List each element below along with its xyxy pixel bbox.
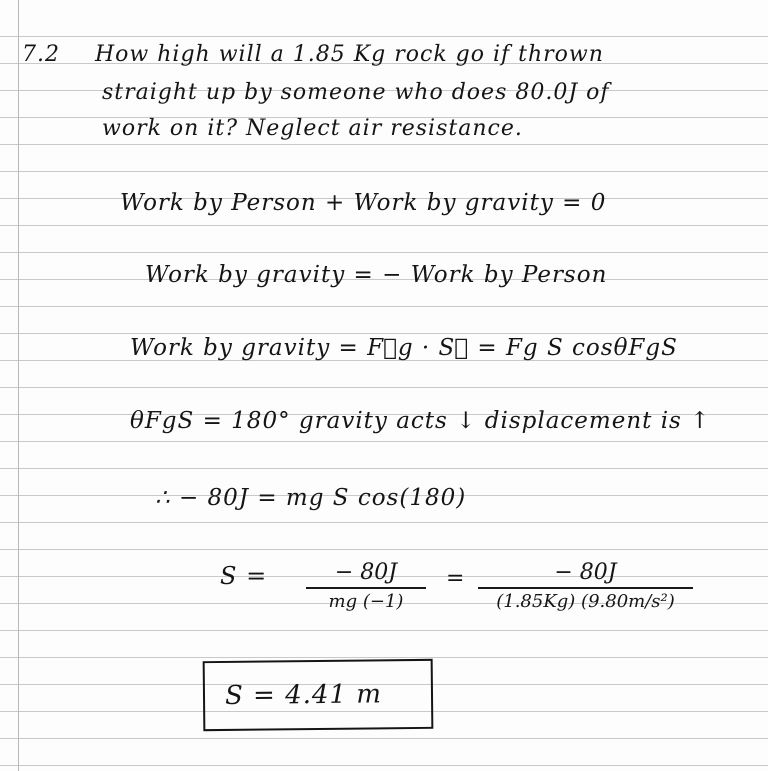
equation-work-gravity: Work by gravity = − Work by Person	[145, 262, 608, 288]
margin-line	[18, 0, 19, 771]
equals-sign: =	[446, 566, 466, 591]
fraction-symbolic-numerator: − 80J	[334, 560, 398, 585]
problem-text-line-3: work on it? Neglect air resistance.	[102, 116, 523, 141]
equation-work-sum: Work by Person + Work by gravity = 0	[120, 190, 607, 216]
problem-text-line-2: straight up by someone who does 80.0J of	[102, 80, 610, 105]
fraction-bar	[306, 587, 426, 589]
fraction-symbolic-denominator: mg (−1)	[328, 591, 404, 612]
fraction-symbolic	[306, 560, 426, 612]
problem-number: 7.2	[22, 42, 60, 67]
equation-angle: θFgS = 180° gravity acts ↓ displacement is ↑	[130, 408, 711, 434]
final-answer: S = 4.41 m	[224, 679, 383, 711]
final-answer-box	[203, 659, 434, 731]
equation-substitution: ∴ − 80J = mg S cos(180)	[155, 485, 467, 511]
fraction-numeric	[478, 560, 693, 612]
problem-text-line-1: How high will a 1.85 Kg rock go if thrown	[95, 42, 604, 67]
solve-lhs: S =	[220, 562, 268, 590]
fraction-numeric-numerator: − 80J	[554, 560, 617, 585]
equation-dot-product: Work by gravity = F⃗g · S⃗ = Fg S cosθFgS	[130, 335, 678, 361]
fraction-bar	[478, 587, 693, 589]
fraction-numeric-denominator: (1.85Kg) (9.80m/s²)	[496, 591, 675, 612]
